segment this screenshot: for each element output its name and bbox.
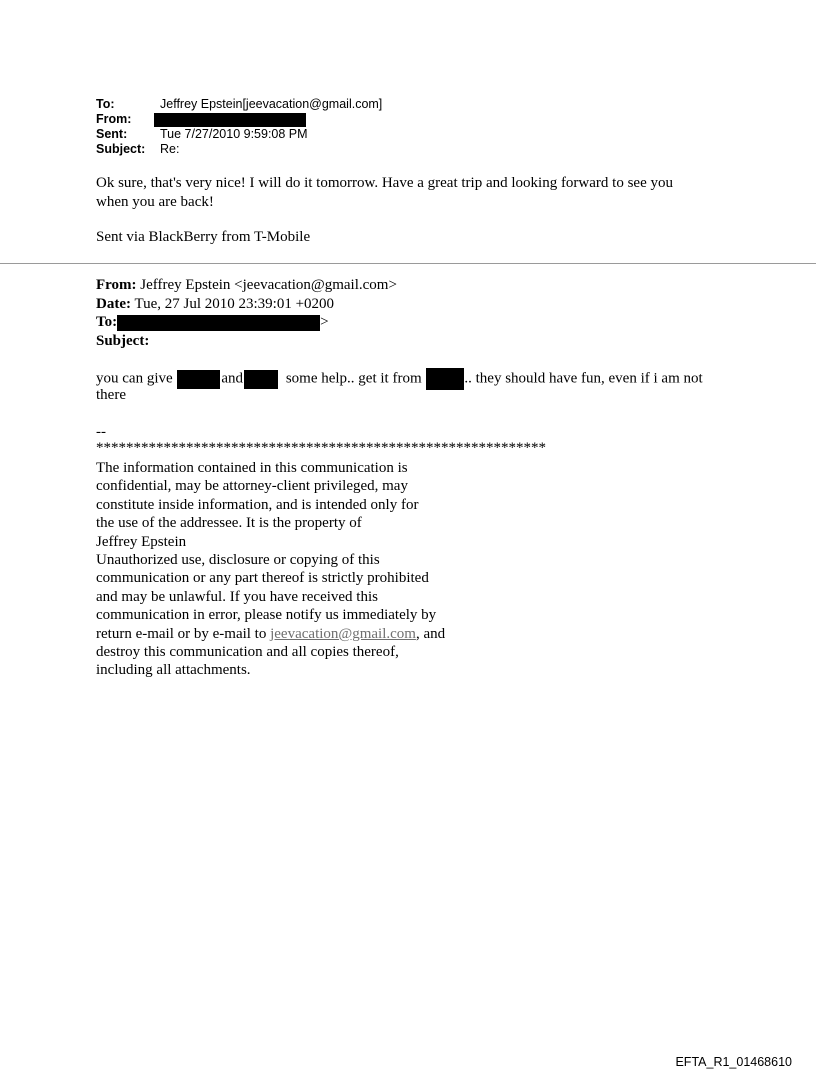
- quoted-subject-row: [96, 332, 397, 351]
- quoted-message-line-2: there: [96, 387, 126, 403]
- disclaimer-line: the use of the addressee. It is the property of: [96, 515, 362, 532]
- signature-stars: ************************************************************: [96, 440, 546, 456]
- subject-value: Re:: [160, 142, 180, 156]
- to-value: Jeffrey Epstein[jeevacation@gmail.com]: [160, 97, 383, 111]
- disclaimer-line: The information contained in this communication is: [96, 460, 408, 476]
- quoted-to-row: [96, 313, 397, 332]
- redaction-bar: [177, 370, 220, 389]
- document-id: EFTA_R1_01468610: [675, 1055, 792, 1069]
- redaction-bar: [426, 368, 464, 390]
- redaction-bar: [244, 370, 278, 389]
- reply-line-1: Ok sure, that's very nice! I will do it tomorrow. Have a great trip and looking forward to see you: [96, 175, 673, 191]
- return-prefix: return e-mail or by e-mail to: [96, 625, 271, 642]
- disclaimer-line: constitute inside information, and is intended only for: [96, 496, 419, 513]
- disclaimer-line: confidential, may be attorney-client privileged, may: [96, 478, 408, 495]
- disclaimer-return-line: [96, 625, 445, 643]
- msg-part-2: and: [221, 370, 244, 387]
- quoted-from-value: Jeffrey Epstein <jeevacation@gmail.com>: [136, 277, 397, 293]
- disclaimer-line: Jeffrey Epstein: [96, 533, 187, 550]
- from-label: From:: [96, 112, 132, 126]
- msg-part-4: .. they should have fun, even if i am not: [464, 370, 703, 387]
- to-label: To:: [96, 97, 115, 111]
- sent-label: Sent:: [96, 127, 128, 141]
- divider-rule: [0, 263, 816, 264]
- sent-value: Tue 7/27/2010 9:59:08 PM: [160, 127, 308, 141]
- email-link[interactable]: jeevacation@gmail.com: [270, 625, 416, 642]
- disclaimer-line: including all attachments.: [96, 662, 251, 679]
- redaction-bar: [117, 315, 320, 331]
- redaction-bar: [154, 113, 306, 127]
- quoted-to-label: To:: [96, 314, 118, 330]
- quoted-header: [96, 276, 397, 350]
- disclaimer-line: communication in error, please notify us immediately by: [96, 607, 437, 624]
- reply-line-2: when you are back!: [96, 194, 214, 210]
- subject-label: Subject:: [96, 142, 146, 156]
- quoted-date-label: Date:: [96, 295, 131, 312]
- msg-part-3: some help.. get it from: [285, 370, 422, 387]
- return-suffix: , and: [415, 625, 446, 642]
- quoted-message-line-1: [96, 368, 703, 390]
- quoted-date-value: Tue, 27 Jul 2010 23:39:01 +0200: [130, 295, 335, 312]
- from-value-redacted: [160, 112, 306, 127]
- quoted-date-row: [96, 295, 397, 314]
- disclaimer-line: Unauthorized use, disclosure or copying of this: [96, 552, 380, 569]
- disclaimer-line: and may be unlawful. If you have received this: [96, 588, 378, 605]
- disclaimer-line: communication or any part thereof is strictly prohibited: [96, 570, 429, 587]
- confidentiality-disclaimer: [96, 459, 445, 680]
- msg-part-1: you can give: [96, 370, 173, 387]
- quoted-from-label: From:: [96, 277, 137, 293]
- reply-signature: Sent via BlackBerry from T-Mobile: [96, 229, 311, 245]
- signature-dashes: --: [96, 424, 106, 440]
- quoted-from-row: [96, 276, 397, 295]
- disclaimer-line: destroy this communication and all copies thereof,: [96, 644, 399, 661]
- quoted-subject-label: Subject:: [96, 332, 150, 349]
- quoted-to-suffix: >: [320, 314, 329, 330]
